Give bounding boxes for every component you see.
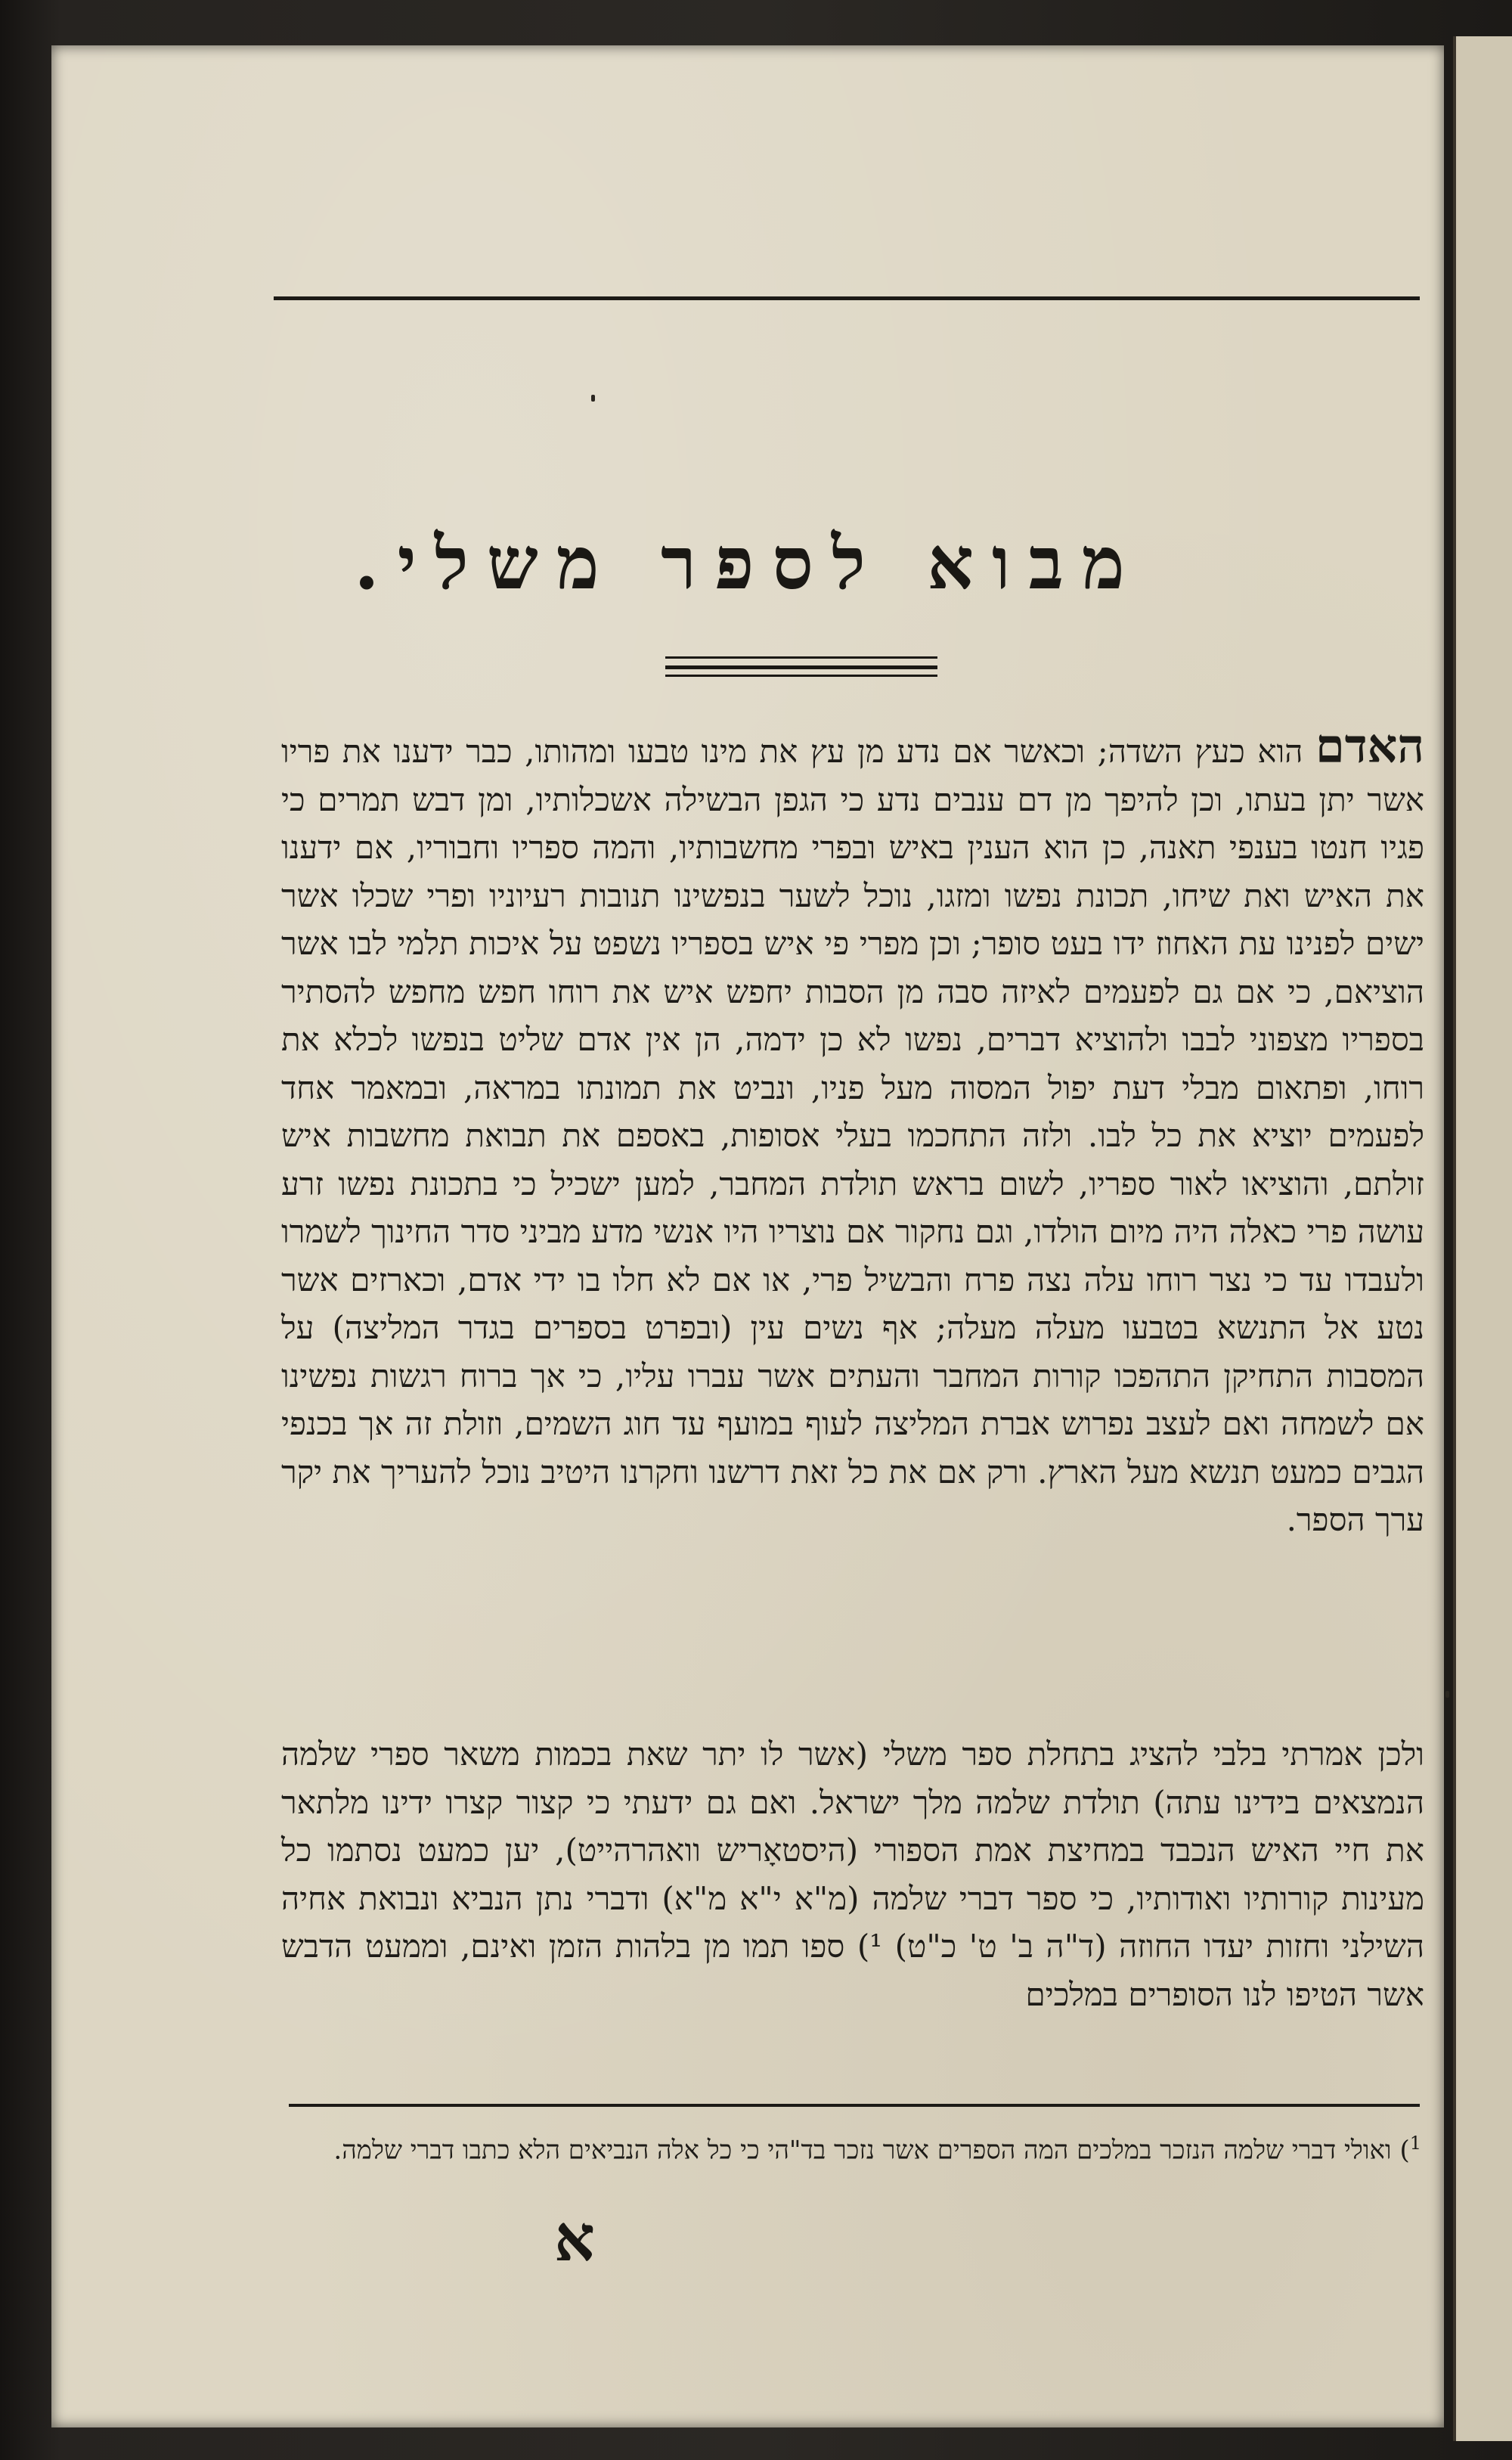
page-title: מבוא לספר משלי. xyxy=(354,520,1143,606)
body-paragraph-2 xyxy=(281,1730,1424,2078)
body-paragraph-1-text: הוא כעץ השדה; וכאשר אם נדע מן עץ את מינו טבעו ומהותו, כבר ידענו את פריו אשר יתן בעתו, וכן להיפך מן דם ענבים נדע כי הגפן הבשילה אשכלותיו, ומן דבש תמרים כי פגיו חנטו בענפי תאנה, כן הוא הענין באיש ובפרי מחשבותיו, והמה ספריו וחבוריו, אם ידענו את האיש ואת שיחו, תכונת נפשו ומזגו, נוכל לשער בנפשינו תנובות רעיוניו ופרי שכלו אשר ישים לפנינו עת האחוז ידו בעט סופר; וכן מפרי פי איש בספריו נשפט על איכות תלמי לבו אשר הוציאם, כי אם גם לפעמים לאיזה סבה מן הסבות יחפש איש את רוחו חפש מחפש להסתיר בספריו מצפוני לבבו ולהוציא דברים, נפשו לא כן ידמה, הן אין אדם שליט בנפשו לכלא את רוחו, ופתאום מבלי דעת יפול המסוה מעל פניו, ונביט את תמונתו במראה, ובמאמר אחד לפעמים יוציא את כל לבו. ולזה התחכמו בעלי אסופות, באספם את תבואת מחשבות איש זולתם, והוציאו לאור ספריו, לשום בראש תולדת המחבר, למען ישכיל כי בתכונת נפשו זרע עושה פרי כאלה היה מיום הולדו, וגם נחקור אם נוצריו היו אנשי מדע מביני סדר החינוך לשמרו ולעבדו עד כי נצר רוחו עלה נצה פרח והבשיל פרי, או אם לא חלו בו ידי אדם, וכארזים אשר נטע אל התנשא בטבעו מעלה מעלה; אף נשים עין (ובפרט בספרים בגדר המליצה) על המסבות התחיקן התהפכו קורות המחבר והעתים אשר עברו עליו, כי אך ברוח רגשות נפשינו אם לשמחה ואם לעצב נפרוש אברת המליצה לעוף במועף עד חוג השמים, וזולת זה אך בכנפי הגבים כמעט תנשא מעל הארץ. ורק אם את כל זאת דרשנו וחקרנו היטיב נוכל להעריך את יקר ערך הספר. xyxy=(281,733,1425,1538)
paper-speck xyxy=(591,395,595,402)
signature-mark: א xyxy=(554,2201,595,2275)
paper-speck xyxy=(1445,1691,1449,1698)
footnote xyxy=(287,2122,1421,2213)
next-page-edge xyxy=(1453,36,1512,2441)
body-paragraph-1 xyxy=(281,718,1425,1737)
title-rule xyxy=(665,656,937,659)
title-rule xyxy=(665,675,937,677)
title-rule xyxy=(665,665,937,669)
lead-word: האדם xyxy=(1315,718,1424,774)
body-paragraph-2-text: ולכן אמרתי בלבי להציג בתחלת ספר משלי (אשר לו יתר שאת בכמות משאר ספרי שלמה הנמצאים בידינו עתה) תולדת שלמה מלך ישראל. ואם גם ידעתי כי קצור קצרו ידינו מלתאר את חיי האיש הנכבד במחיצת אמת הספורי (היסטאָריש וואהרהייט), יען כמעט נסתמו כל מעינות קורותיו ואודותיו, כי ספר דברי שלמה (מ"א י"א מ"א) ודברי נתן הנביא ונבואת אחיה השילני וחזות יעדו החוזה (ד"ה ב' ט' כ"ט) ¹) ספו תמו מן בלהות הזמן ואינם, וממעט הדבש אשר הטיפו לנו הסופרים במלכים xyxy=(281,1736,1424,2013)
footnote-marker: 1 xyxy=(1409,2133,1421,2154)
footnote-divider-rule xyxy=(289,2104,1420,2107)
footnote-text: ) ואולי דברי שלמה הנזכר במלכים המה הספרים אשר נזכר בד"הי כי כל אלה הנביאים הלא כתבו דברי שלמה. xyxy=(333,2135,1410,2166)
top-divider-rule xyxy=(274,296,1420,300)
